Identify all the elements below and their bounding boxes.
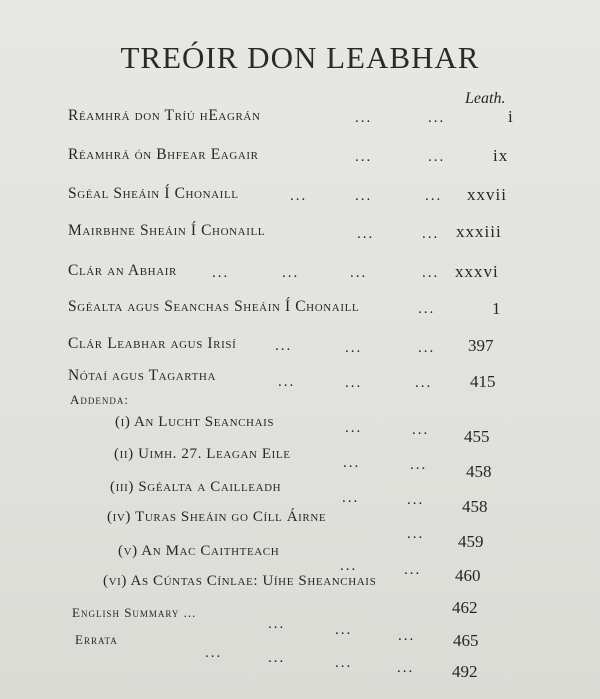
dot-leader: ... xyxy=(342,490,360,506)
dot-leader: ... xyxy=(355,188,373,204)
addenda-entry: (i) An Lucht Seanchais xyxy=(115,414,275,430)
toc-entry: Sgéalta agus Seanchas Sheáin Í Chonaill xyxy=(68,298,360,315)
dot-leader: ... xyxy=(268,650,286,666)
dot-leader: ... xyxy=(205,645,223,661)
dot-leader: ... xyxy=(418,301,436,317)
toc-entry: Nótaí agus Tagartha xyxy=(68,367,216,384)
toc-page-number: 397 xyxy=(468,336,494,355)
toc-entry: English Summary ... xyxy=(72,605,197,620)
toc-entry: Sgéal Sheáin Í Chonaill xyxy=(68,185,239,202)
addenda-entry: (iii) Sgéalta a Cailleadh xyxy=(110,479,282,495)
toc-page-number: 415 xyxy=(470,372,496,391)
toc-entry: Réamhrá don Tríú hEagrán xyxy=(68,107,261,124)
dot-leader: ... xyxy=(212,265,230,281)
dot-leader: ... xyxy=(425,188,443,204)
dot-leader: ... xyxy=(410,457,428,473)
addenda-heading: Addenda: xyxy=(70,392,129,407)
addenda-entry: (vi) As Cúntas Cínlae: Uíhe Sheanchais xyxy=(103,573,377,589)
dot-leader: ... xyxy=(357,226,375,242)
dot-leader: ... xyxy=(407,492,425,508)
toc-page-number: 459 xyxy=(458,532,484,551)
toc-page-number: 492 xyxy=(452,662,478,681)
dot-leader: ... xyxy=(355,110,373,126)
dot-leader: ... xyxy=(398,628,416,644)
dot-leader: ... xyxy=(282,265,300,281)
toc-entry: Errata xyxy=(75,632,118,647)
toc-page-number: 455 xyxy=(464,427,490,446)
dot-leader: ... xyxy=(345,420,363,436)
toc-page-number: xxvii xyxy=(467,185,507,204)
dot-leader: ... xyxy=(418,340,436,356)
dot-leader: ... xyxy=(335,622,353,638)
toc-page-number: i xyxy=(508,107,514,126)
dot-leader: ... xyxy=(397,660,415,676)
toc-page-number: xxxvi xyxy=(455,262,499,281)
dot-leader: ... xyxy=(343,455,361,471)
dot-leader: ... xyxy=(268,616,286,632)
dot-leader: ... xyxy=(345,340,363,356)
dot-leader: ... xyxy=(407,526,425,542)
toc-entry: Réamhrá ón Bhfear Eagair xyxy=(68,146,259,163)
dot-leader: ... xyxy=(422,265,440,281)
dot-leader: ... xyxy=(345,375,363,391)
dot-leader: ... xyxy=(412,422,430,438)
toc-entry: Mairbhne Sheáin Í Chonaill xyxy=(68,222,266,239)
dot-leader: ... xyxy=(335,655,353,671)
page-title: TREÓIR DON LEABHAR xyxy=(120,40,480,75)
dot-leader: ... xyxy=(275,338,293,354)
addenda-entry: (ii) Uimh. 27. Leagan Eile xyxy=(114,446,291,462)
dot-leader: ... xyxy=(422,226,440,242)
dot-leader: ... xyxy=(350,265,368,281)
dot-leader: ... xyxy=(415,375,433,391)
dot-leader: ... xyxy=(278,374,296,390)
dot-leader: ... xyxy=(355,149,373,165)
dot-leader: ... xyxy=(290,188,308,204)
toc-page-number: 458 xyxy=(466,462,492,481)
toc-page-number: 462 xyxy=(452,598,478,617)
toc-entry: Clár Leabhar agus Irisí xyxy=(68,335,237,352)
dot-leader: ... xyxy=(340,558,358,574)
addenda-entry: (iv) Turas Sheáin go Cíll Áirne xyxy=(107,509,327,525)
addenda-entry: (v) An Mac Caithteach xyxy=(118,543,280,559)
toc-page-number: xxxiii xyxy=(456,222,502,241)
toc-page-number: 458 xyxy=(462,497,488,516)
toc-page-number: 1 xyxy=(492,299,501,318)
toc-page-number: 460 xyxy=(455,566,481,585)
dot-leader: ... xyxy=(428,110,446,126)
toc-page-number: 465 xyxy=(453,631,479,650)
dot-leader: ... xyxy=(428,149,446,165)
dot-leader: ... xyxy=(404,562,422,578)
toc-entry: Clár an Abhair xyxy=(68,262,177,279)
page-column-label: Leath. xyxy=(465,90,506,107)
toc-page-number: ix xyxy=(493,146,509,165)
